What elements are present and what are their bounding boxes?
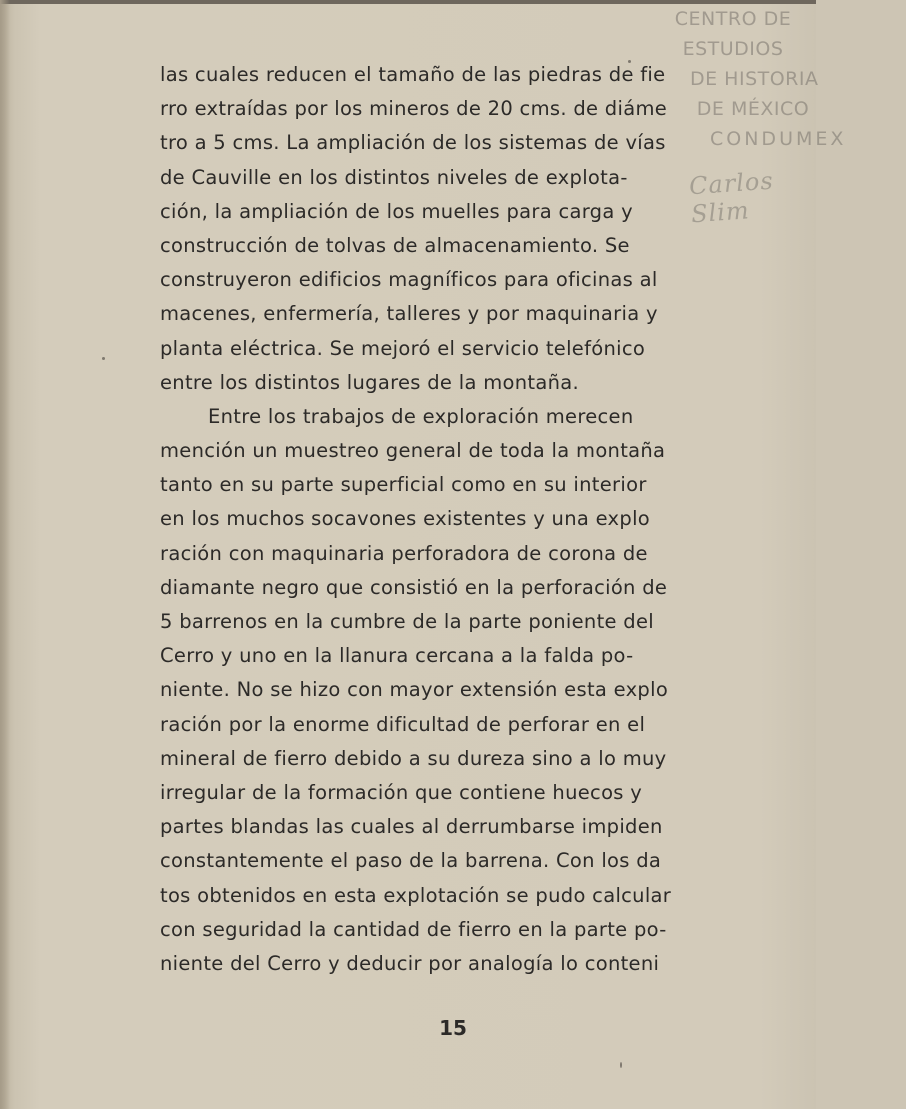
text-line: entre los distintos lugares de la montaña.	[160, 370, 579, 394]
text-line: tro a 5 cms. La ampliación de los sistemas de vías	[160, 131, 666, 155]
text-line: tanto en su parte superficial como en su interior	[160, 473, 647, 497]
text-line: con seguridad la cantidad de fierro en la parte po-	[160, 917, 667, 941]
text-line: partes blandas las cuales al derrumbarse impiden	[160, 815, 663, 839]
text-line: construyeron edificios magníficos para oficinas al	[160, 268, 658, 292]
text-line: Entre los trabajos de exploración merecen	[208, 404, 634, 428]
text-line: irregular de la formación que contiene huecos y	[160, 780, 643, 804]
stamp-line: DE HISTORIA	[690, 68, 819, 90]
body-text	[160, 58, 760, 981]
text-line: rro extraídas por los mineros de 20 cms. de diáme	[160, 97, 668, 121]
text-line: constantemente el paso de la barrena. Con los da	[160, 849, 662, 873]
text-line: en los muchos socavones existentes y una explo	[160, 507, 651, 531]
text-line: macenes, enfermería, talleres y por maquinaria y	[160, 302, 658, 326]
stamp-line: ESTUDIOS	[682, 38, 784, 60]
text-line: planta eléctrica. Se mejoró el servicio telefónico	[160, 336, 646, 360]
stamp-line: DE MÉXICO	[696, 98, 810, 120]
text-line: mineral de fierro debido a su dureza sino a lo muy	[160, 746, 667, 770]
text-line: construcción de tolvas de almacenamiento. Se	[160, 233, 630, 257]
stamp-line: CENTRO DE	[674, 8, 792, 30]
text-line: las cuales reducen el tamaño de las piedras de fie	[160, 63, 666, 86]
text-line: niente del Cerro y deducir por analogía lo conteni	[160, 951, 660, 975]
text-line: Cerro y uno en la llanura cercana a la falda po-	[160, 644, 634, 668]
page-number: 15	[439, 1016, 467, 1040]
page-binding-edge	[0, 0, 10, 1109]
text-line: de Cauville en los distintos niveles de explota-	[160, 165, 628, 189]
stamp-line: CONDUMEX	[710, 128, 847, 150]
text-line: tos obtenidos en esta explotación se pudo calcular	[160, 883, 672, 907]
text-line: niente. No se hizo con mayor extensión esta explo	[160, 678, 669, 702]
paper-speck	[620, 1062, 622, 1068]
text-line: ción, la ampliación de los muelles para carga y	[160, 199, 633, 223]
stamp-signature: Carlos Slim	[688, 166, 775, 229]
text-line: diamante negro que consistió en la perforación de	[160, 575, 668, 599]
text-line: ración por la enorme dificultad de perforar en el	[160, 712, 646, 736]
paper-speck	[628, 60, 631, 63]
paper-speck	[102, 357, 105, 360]
text-line: mención un muestreo general de toda la montaña	[160, 439, 666, 463]
text-line: ración con maquinaria perforadora de corona de	[160, 541, 648, 565]
text-line: 5 barrenos en la cumbre de la parte poniente del	[160, 610, 654, 633]
